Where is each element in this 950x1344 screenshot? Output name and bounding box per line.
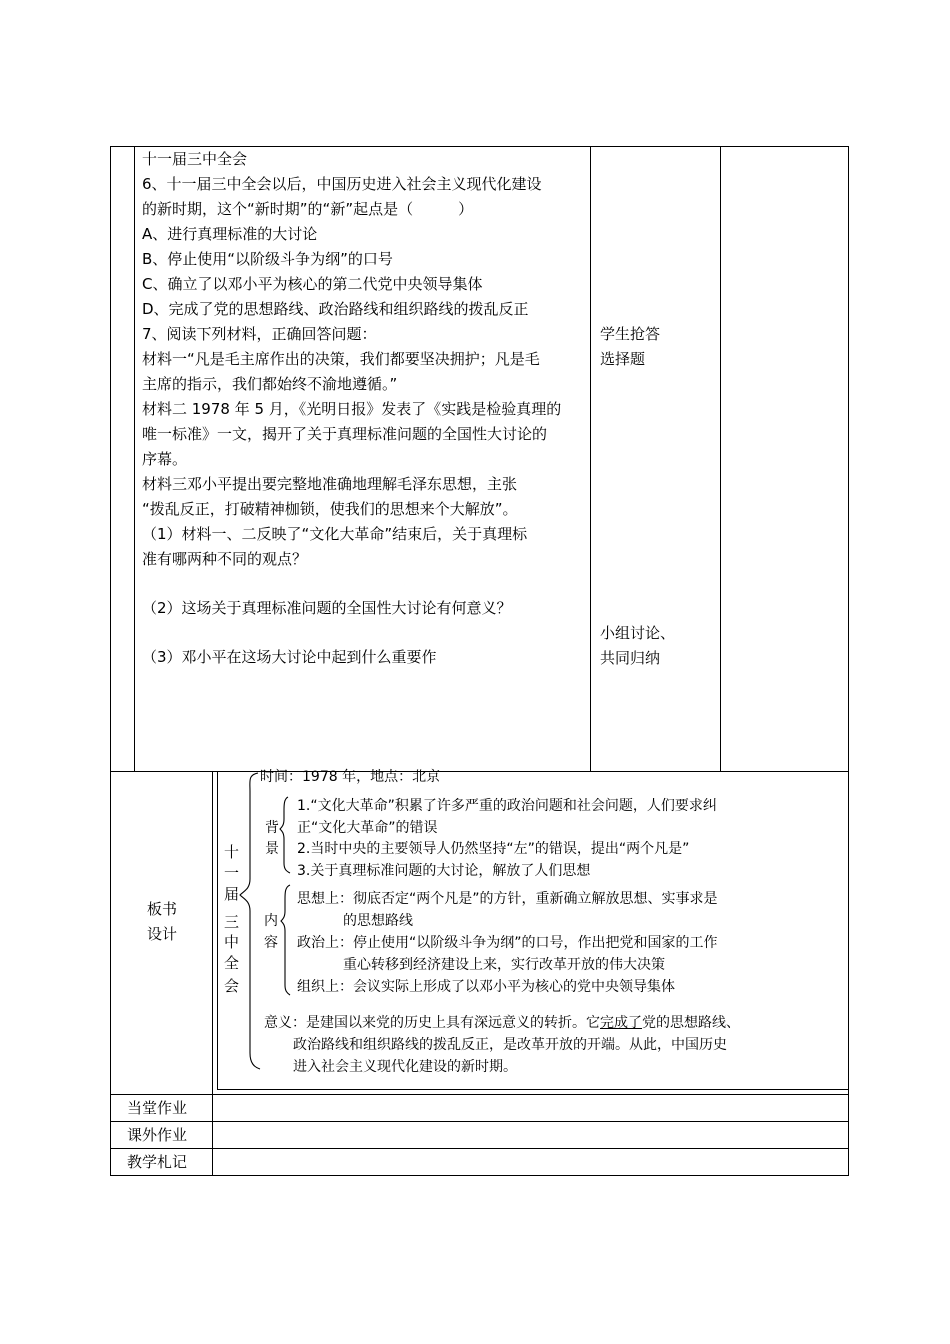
question-2: （2）这场关于真理标准问题的全国性大讨论有何意义？: [142, 599, 512, 617]
table-bottom-border: [110, 1175, 849, 1176]
table-top-border: [110, 146, 849, 147]
board-title-char: 十: [224, 843, 240, 861]
row-label-notes: 教学札记: [127, 1153, 188, 1171]
upper-col-divider-1: [134, 146, 135, 771]
lower-col-divider: [212, 771, 213, 1175]
board-title-char: 中: [224, 933, 240, 951]
question-line: 准有哪两种不同的观点？: [142, 550, 308, 568]
board-title-char: 三: [224, 913, 240, 931]
content-item: 政治上：停止使用“以阶级斗争为纲”的口号，作出把党和国家的工作: [297, 935, 718, 951]
question-line: 十一届三中全会: [142, 150, 248, 168]
question-line: B、停止使用“以阶级斗争为纲”的口号: [142, 250, 393, 268]
activity-discuss-line1: 小组讨论、: [600, 624, 676, 642]
upper-col-divider-3: [720, 146, 721, 771]
board-label-line1: 板书: [147, 900, 178, 918]
board-title-char: 届: [224, 885, 240, 903]
question-line: 7、阅读下列材料，正确回答问题：: [142, 325, 377, 343]
content-item: 组织上：会议实际上形成了以邓小平为核心的党中央领导集体: [297, 979, 675, 995]
table-left-border: [110, 146, 111, 1175]
significance-line1: [264, 1014, 740, 1032]
row-label-homework: 课外作业: [127, 1126, 188, 1144]
question-line: 序幕。: [142, 450, 188, 468]
background-item: 1.“文化大革命”积累了许多严重的政治问题和社会问题，人们要求纠: [297, 798, 717, 814]
question-line: “拨乱反正，打破精神枷锁，使我们的思想来个大解放”。: [142, 500, 518, 518]
row-divider-2: [110, 1148, 849, 1149]
question-line: D、完成了党的思想路线、政治路线和组织路线的拨乱反正: [142, 300, 529, 318]
activity-answer-line1: 学生抢答: [600, 325, 661, 343]
activity-discuss-line2: 共同归纳: [600, 649, 661, 667]
question-line: 6、十一届三中全会以后，中国历史进入社会主义现代化建设: [142, 175, 542, 193]
background-label-2: 景: [265, 841, 279, 857]
question-line: A、进行真理标准的大讨论: [142, 225, 318, 243]
content-label-2: 容: [264, 935, 278, 951]
question-line: 材料一“凡是毛主席作出的决策，我们都要坚决拥护；凡是毛: [142, 350, 540, 368]
question-line: 材料二 1978 年 5 月，《光明日报》发表了《实践是检验真理的: [142, 400, 562, 418]
significance-underlined: 完成了: [600, 1015, 642, 1031]
question-line: 材料三邓小平提出要完整地准确地理解毛泽东思想，主张: [142, 475, 518, 493]
board-title-char: 一: [224, 864, 240, 882]
background-item: 3.关于真理标准问题的大讨论，解放了人们思想: [297, 863, 591, 879]
question-line: 唯一标准》一文，揭开了关于真理标准问题的全国性大讨论的: [142, 425, 548, 443]
background-label-1: 背: [265, 820, 279, 836]
background-item: 正“文化大革命”的错误: [297, 820, 438, 836]
question-line: 主席的指示，我们都始终不渝地遵循。”: [142, 375, 398, 393]
background-item: 2.当时中央的主要领导人仍然坚持“左”的错误，提出“两个凡是”: [297, 841, 690, 857]
content-label-1: 内: [264, 913, 278, 929]
content-item: 思想上：彻底否定“两个凡是”的方针，重新确立解放思想、实事求是: [297, 891, 718, 907]
board-bottom-border: [110, 1094, 849, 1095]
activity-answer-line2: 选择题: [600, 350, 646, 368]
significance-line: 政治路线和组织路线的拨乱反正，是改革开放的开端。从此，中国历史: [293, 1037, 727, 1053]
content-item: 重心转移到经济建设上来，实行改革开放的伟大决策: [343, 957, 665, 973]
board-title-char: 会: [224, 977, 240, 995]
board-time: 时间：1978 年，地点：北京: [260, 769, 441, 785]
board-label-line2: 设计: [147, 925, 178, 943]
significance-line: 进入社会主义现代化建设的新时期。: [293, 1059, 517, 1075]
row-label-classwork: 当堂作业: [127, 1099, 188, 1117]
significance-text: 意义：是建国以来党的历史上具有深远意义的转折。它: [264, 1015, 600, 1031]
board-title-char: 全: [224, 954, 240, 972]
question-line: C、确立了以邓小平为核心的第二代党中央领导集体: [142, 275, 483, 293]
upper-col-divider-2: [590, 146, 591, 771]
content-item: 的思想路线: [343, 913, 413, 929]
question-3: （3）邓小平在这场大讨论中起到什么重要作: [142, 648, 437, 666]
question-line: （1）材料一、二反映了“文化大革命”结束后，关于真理标: [142, 525, 528, 543]
significance-text: 党的思想路线、: [642, 1015, 740, 1031]
row-divider-1: [110, 1121, 849, 1122]
question-line: 的新时期，这个“新时期”的“新”起点是（ ）: [142, 200, 474, 218]
